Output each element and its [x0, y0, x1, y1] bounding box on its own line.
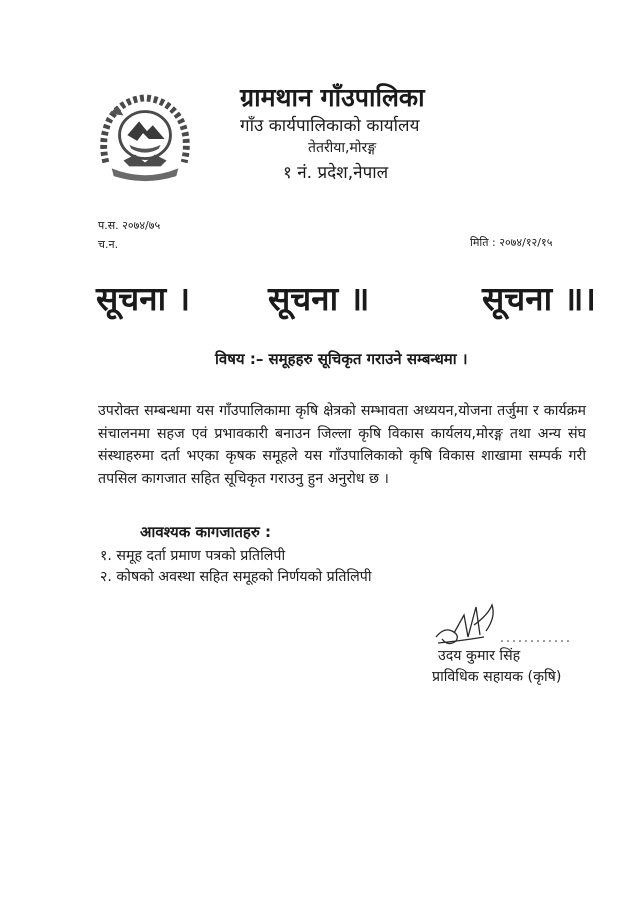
subject-line: विषय :– समूहहरु सूचिकृत गराउने सम्बन्धमा । [215, 350, 468, 368]
office-location: तेतरीया,मोरङ्ग [308, 140, 377, 156]
organization-name: ग्रामथान गाँउपालिका [240, 83, 425, 112]
letter-date: मिति : २०७४/१२/१५ [470, 236, 553, 249]
notice-heading-1: सूचना । [96, 279, 191, 318]
office-name: गाँउ कार्यपालिकाको कार्यालय [240, 116, 420, 136]
notice-heading-2: सूचना ॥ [268, 279, 370, 318]
signature-mark [430, 597, 580, 649]
reference-number: प.स. २०७४/७५ [98, 219, 161, 232]
signatory-title: प्राविधिक सहायक (कृषि) [432, 669, 562, 685]
body-paragraph: उपरोक्त सम्बन्धमा यस गाँउपालिकामा कृषि क्षेत्रको सम्भावता अध्ययन,योजना तर्जुमा र कार्यक्रम संचालनमा सहज एवं प्रभावकारी बनाउन जिल्ला कृषि विकास कार्यलय,मोरङ्ग तथा अन्य संघ संस्थाहरुमा दर्ता भएका कृषक समूहले यस गाँउपालिकाको कृषि विकास शाखामा सम्पर्क गरी तपसिल कागजात सहित सूचिकृत गराउनु हुन अनुरोध छ । [98, 403, 586, 487]
required-documents-title: आवश्यक कागजातहरु : [140, 523, 272, 541]
province-line: १ नं. प्रदेश,नेपाल [283, 163, 389, 183]
signatory-name: उदय कुमार सिंह [438, 648, 521, 664]
notice-heading-3: सूचना ॥। [482, 279, 596, 318]
nepal-government-emblem-icon [96, 92, 194, 184]
dispatch-number: च.न. [98, 238, 119, 251]
document-item: २. कोषको अवस्था सहित समूहको निर्णयको प्रतिलिपी [100, 569, 372, 585]
document-item: १. समूह दर्ता प्रमाण पत्रको प्रतिलिपी [100, 548, 286, 564]
